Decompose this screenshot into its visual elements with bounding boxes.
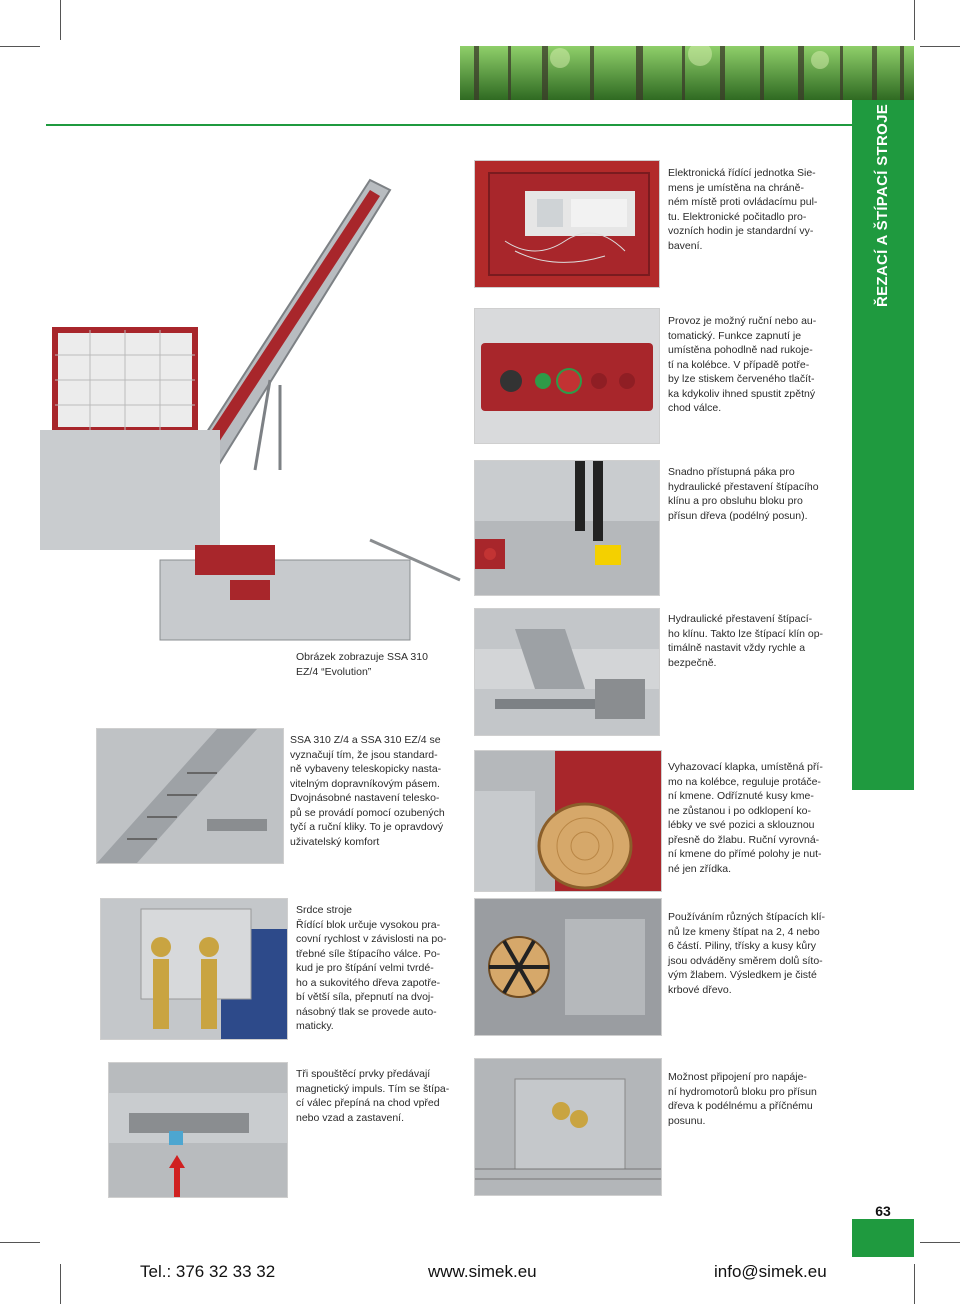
- crop-mark: [920, 1242, 960, 1243]
- footer-web[interactable]: www.simek.eu: [428, 1262, 537, 1281]
- caption-wedge: Hydraulické přestavení štípací- ho klínu. Takto lze štípací klín op- timálně nastavit vždy rychle a bezpečně.: [668, 613, 824, 669]
- crop-mark: [60, 1264, 61, 1304]
- caption-lever: Snadno přístupná páka pro hydraulické přestavení štípacího klínu a pro obsluhu bloku pro přísun dřeva (podélný posun).: [668, 466, 819, 522]
- crop-mark: [914, 0, 915, 40]
- control-panel-photo: [474, 308, 660, 444]
- electronics-photo: [474, 160, 660, 288]
- conveyor-photo: [96, 728, 284, 864]
- trigger-photo: [108, 1062, 288, 1198]
- wedge-photo: [474, 608, 660, 736]
- footer-email[interactable]: info@simek.eu: [714, 1262, 827, 1281]
- hydromotor-photo: [474, 1058, 662, 1196]
- caption-heart: Srdce stroje Řídící blok určuje vysokou pra- covní rychlost v závislosti na po- třebné síle štípacího válce. Po- kud je pro štípání velmi tvrdé- ho a sukovitého dřeva zapotře- bí větší síla, přepnutí na dvoj- násobný tlak se provede auto- maticky.: [296, 904, 447, 1032]
- footer-phone: Tel.: 376 32 33 32: [140, 1262, 276, 1281]
- section-side-bar: [852, 310, 914, 790]
- caption-electronics: Elektronická řídící jednotka Sie- mens je umístěna na chráně- ném místě proti ovládacímu pul- tu. Elektronické počitadlo pro- vozních hodin je standardní vy- bavení.: [668, 167, 818, 252]
- page-number-bar: [852, 1219, 914, 1257]
- page-number: 63: [875, 1203, 891, 1219]
- crop-mark: [914, 1264, 915, 1304]
- forest-header-image: [460, 46, 914, 100]
- caption-wedges: Používáním různých štípacích klí- nů lze kmeny štípat na 2, 4 nebo 6 částí. Piliny, třísky a kusy kůry jsou odváděny směrem dolů síto- vým žlabem. Výsledkem je čisté krbové dřevo.: [668, 911, 825, 996]
- caption-triggers: Tři spouštěcí prvky předávají magnetický impuls. Tím se štípa- cí válec přepíná na chod vpřed nebo vzad a zastavení.: [296, 1068, 450, 1124]
- lever-photo: [474, 460, 660, 596]
- section-title: ŘEZACÍ A ŠTÍPACÍ STROJE: [874, 103, 892, 307]
- top-rule: [46, 124, 852, 126]
- flap-photo: [474, 750, 662, 892]
- crop-mark: [920, 46, 960, 47]
- caption-manual-mode: Provoz je možný ruční nebo au- tomatický. Funkce zapnutí je umístěna pohodlně nad rukoje- tí na kolébce. V případě potře- by lze stiskem červeného tlačít- ka kdykoliv ihned spustit zpětný chod válce.: [668, 315, 817, 414]
- control-block-photo: [100, 898, 288, 1040]
- caption-hydromotor: Možnost připojení pro napáje- ní hydromotorů bloku pro přísun dřeva k podélnému a příčnému posunu.: [668, 1071, 817, 1127]
- splitting-wedge-photo: [474, 898, 662, 1036]
- crop-mark: [0, 1242, 40, 1243]
- crop-mark: [0, 46, 40, 47]
- caption-conveyor: SSA 310 Z/4 a SSA 310 EZ/4 se vyznačují tím, že jsou standard- ně vybaveny teleskopicky nasta- vitelným dopravníkovým pásem. Dvojnásobné nastavení telesko- pů se provádí pomocí ozubených tyčí a ruční kliky. To je opravdový uživatelský komfort: [290, 734, 445, 848]
- crop-mark: [60, 0, 61, 40]
- machine-photo: [40, 160, 480, 670]
- caption-flap: Vyhazovací klapka, umístěná pří- mo na kolébce, reguluje protáče- ní kmene. Odříznuté kusy kme- ne zůstanou i po odklopení ko- lébky ve své pozici a sklouznou přesně do žlabu. Ruční vyrovná- ní kmene do přímé polohy je nut- né jen zřídka.: [668, 761, 823, 875]
- caption-machine: Obrázek zobrazuje SSA 310 EZ/4 “Evolution”: [296, 651, 428, 678]
- page-number-block: [852, 1195, 914, 1257]
